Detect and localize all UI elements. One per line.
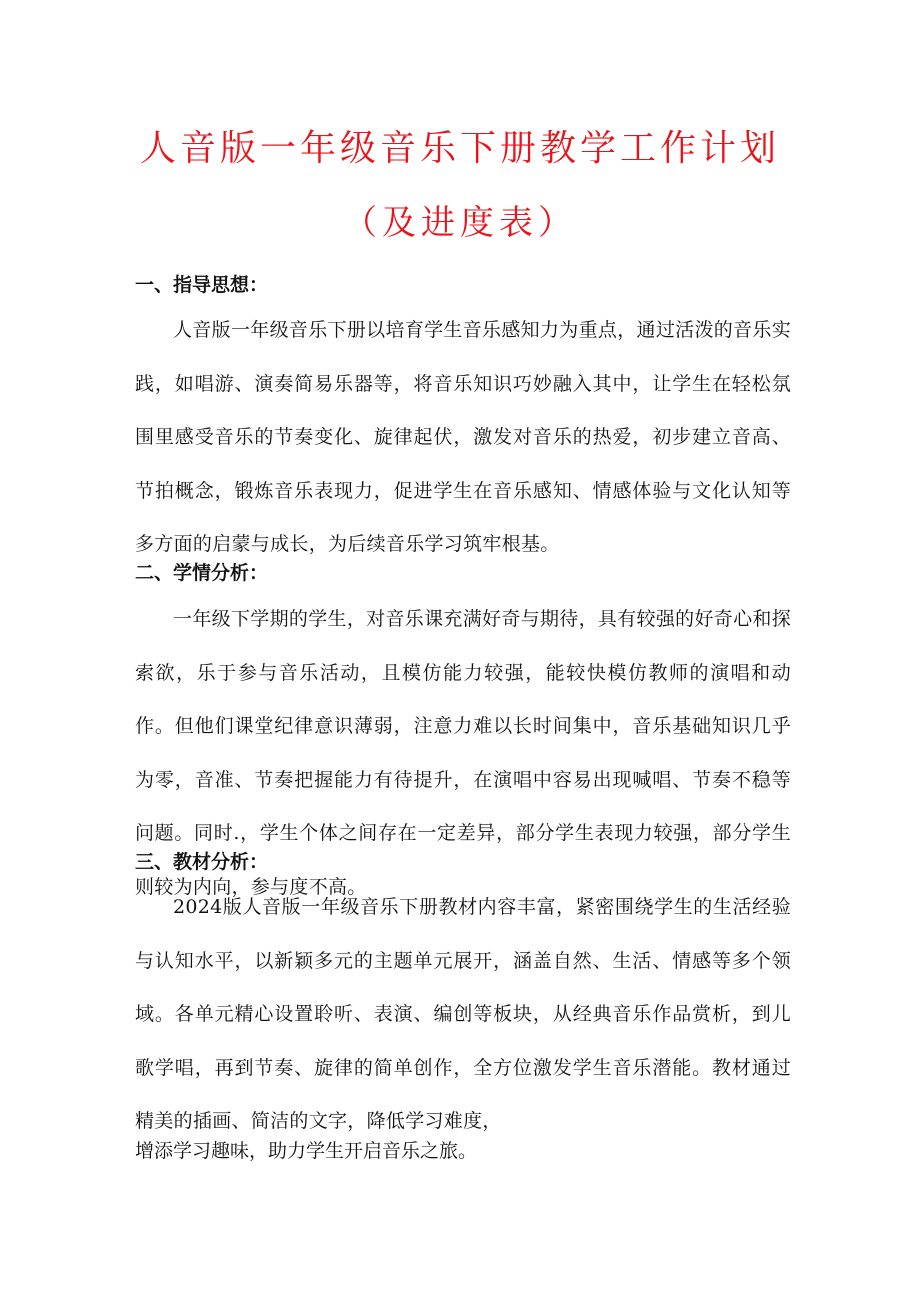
section-paragraph-guiding-thought: 人音版一年级音乐下册以培育学生音乐感知力为重点，通过活泼的音乐实践，如唱游、演奏简易乐器等，将音乐知识巧妙融入其中，让学生在轻松氛围里感受音乐的节奏变化、旋律起伏，激发对音乐的热爱，初步建立音高、节拍概念，锻炼音乐表现力，促进学生在音乐感知、情感体验与文化认知等多方面的启蒙与成长，为后续音乐学习筑牢根基。 <box>135 319 791 555</box>
document-subtitle: （及进度表） <box>343 203 577 243</box>
section-heading-textbook-analysis: 三、教材分析： <box>135 851 269 873</box>
section-heading-guiding-thought: 一、指导思想： <box>135 274 269 296</box>
section-paragraph-textbook-analysis: 2024版人音版一年级音乐下册教材内容丰富，紧密围绕学生的生活经验与认知水平，以新颖多元的主题单元展开，涵盖自然、生活、情感等多个领域。各单元精心设置聆听、表演、编创等板块，从经典音乐作品赏析，到儿歌学唱，再到节奏、旋律的简单创作，全方位激发学生音乐潜能。教材通过精美的插画、简洁的文字，降低学习难度， <box>135 896 791 1132</box>
section-paragraph-student-analysis: 一年级下学期的学生，对音乐课充满好奇与期待，具有较强的好奇心和探索欲，乐于参与音乐活动，且模仿能力较强，能较快模仿教师的演唱和动作。但他们课堂纪律意识薄弱，注意力难以长时间集中，音乐基础知识几乎为零，音准、节奏把握能力有待提升，在演唱中容易出现喊唱、节奏不稳等问题。同时.，学生个体之间存在一定差异，部分学生表现力较强，部分学生则较为内向，参与度不高。 <box>135 608 791 898</box>
section-paragraph-tail: 增添学习趣味，助力学生开启音乐之旅。 <box>135 1140 478 1162</box>
section-heading-student-analysis: 二、学情分析： <box>135 562 269 584</box>
document-title: 人音版一年级音乐下册教学工作计划 <box>139 128 780 169</box>
